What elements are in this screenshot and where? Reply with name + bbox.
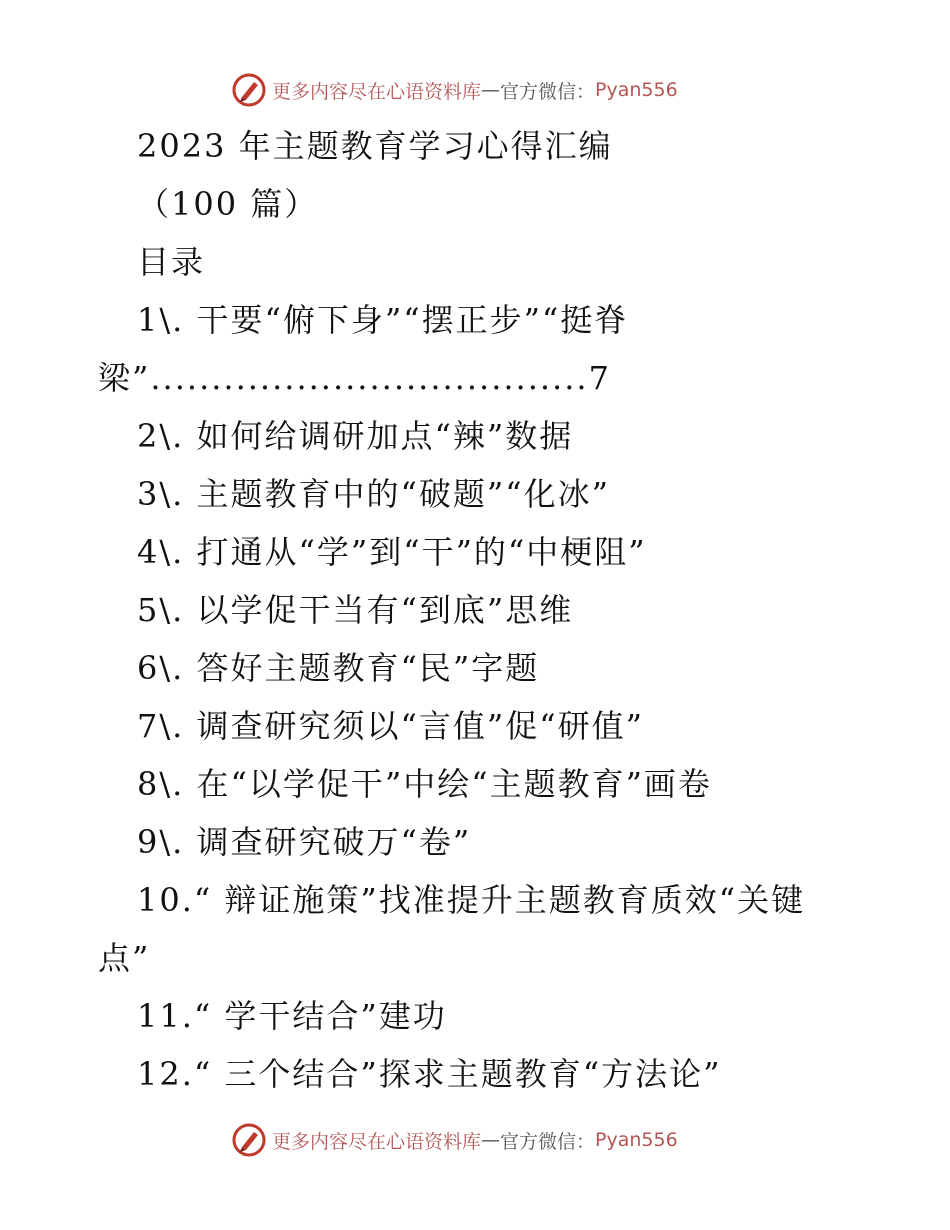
toc-item[interactable] [137,880,805,920]
watermark-dash: — [481,79,501,101]
toc-item-continuation: 梁”....................................7 [98,359,611,397]
toc-item-title: 6\. 答好主题教育“民”字题 [137,649,540,687]
watermark-wechat-id: Pyan556 [595,79,678,101]
toc-item[interactable] [137,1054,722,1094]
pen-logo-icon [232,73,266,107]
toc-item-continuation: 点” [98,939,151,977]
toc-item-title: 11.“ 学干结合”建功 [137,997,447,1035]
pen-logo-icon [232,1123,266,1157]
toc-item-title: 12.“ 三个结合”探求主题教育“方法论” [137,1055,722,1093]
toc-item[interactable] [137,474,610,514]
document-subtitle: （100 篇） [137,185,319,223]
toc-item-title: 7\. 调查研究须以“言值”促“研值” [137,707,644,745]
toc-item[interactable] [137,822,471,862]
toc-item[interactable] [137,416,573,456]
watermark-banner-bottom [232,1120,678,1160]
toc-item[interactable] [137,532,647,572]
document-title: 2023 年主题教育学习心得汇编 [137,127,613,165]
toc-item[interactable] [137,706,644,746]
watermark-text: 更多内容尽在心语资料库 [272,1130,482,1153]
toc-item[interactable] [137,590,573,630]
watermark-official: 官方微信： [500,80,596,103]
toc-item-title: 8\. 在“以学促干”中绘“主题教育”画卷 [137,765,712,803]
toc-item[interactable] [137,300,628,340]
watermark-official: 官方微信： [500,1130,596,1153]
toc-item[interactable] [137,764,712,804]
toc-page-number: 7 [588,359,611,397]
toc-item[interactable] [137,996,447,1036]
toc-heading: 目录 [137,243,206,281]
watermark-banner-top [232,70,678,110]
toc-item[interactable] [137,648,539,688]
toc-leader-dots: .................................... [150,359,589,397]
watermark-dash: — [481,1129,501,1151]
watermark-wechat-id: Pyan556 [595,1129,678,1151]
toc-item-title: 2\. 如何给调研加点“辣”数据 [137,417,574,455]
toc-item-title: 9\. 调查研究破万“卷” [137,823,472,861]
toc-item-title: 4\. 打通从“学”到“干”的“中梗阻” [137,533,647,571]
watermark-text: 更多内容尽在心语资料库 [272,80,482,103]
toc-item-title: 1\. 干要“俯下身”“摆正步”“挺脊 [137,301,629,339]
toc-item-title: 5\. 以学促干当有“到底”思维 [137,591,574,629]
toc-item-title: 10.“ 辩证施策”找准提升主题教育质效“关键 [137,881,806,919]
toc-item-title: 3\. 主题教育中的“破题”“化冰” [137,475,610,513]
